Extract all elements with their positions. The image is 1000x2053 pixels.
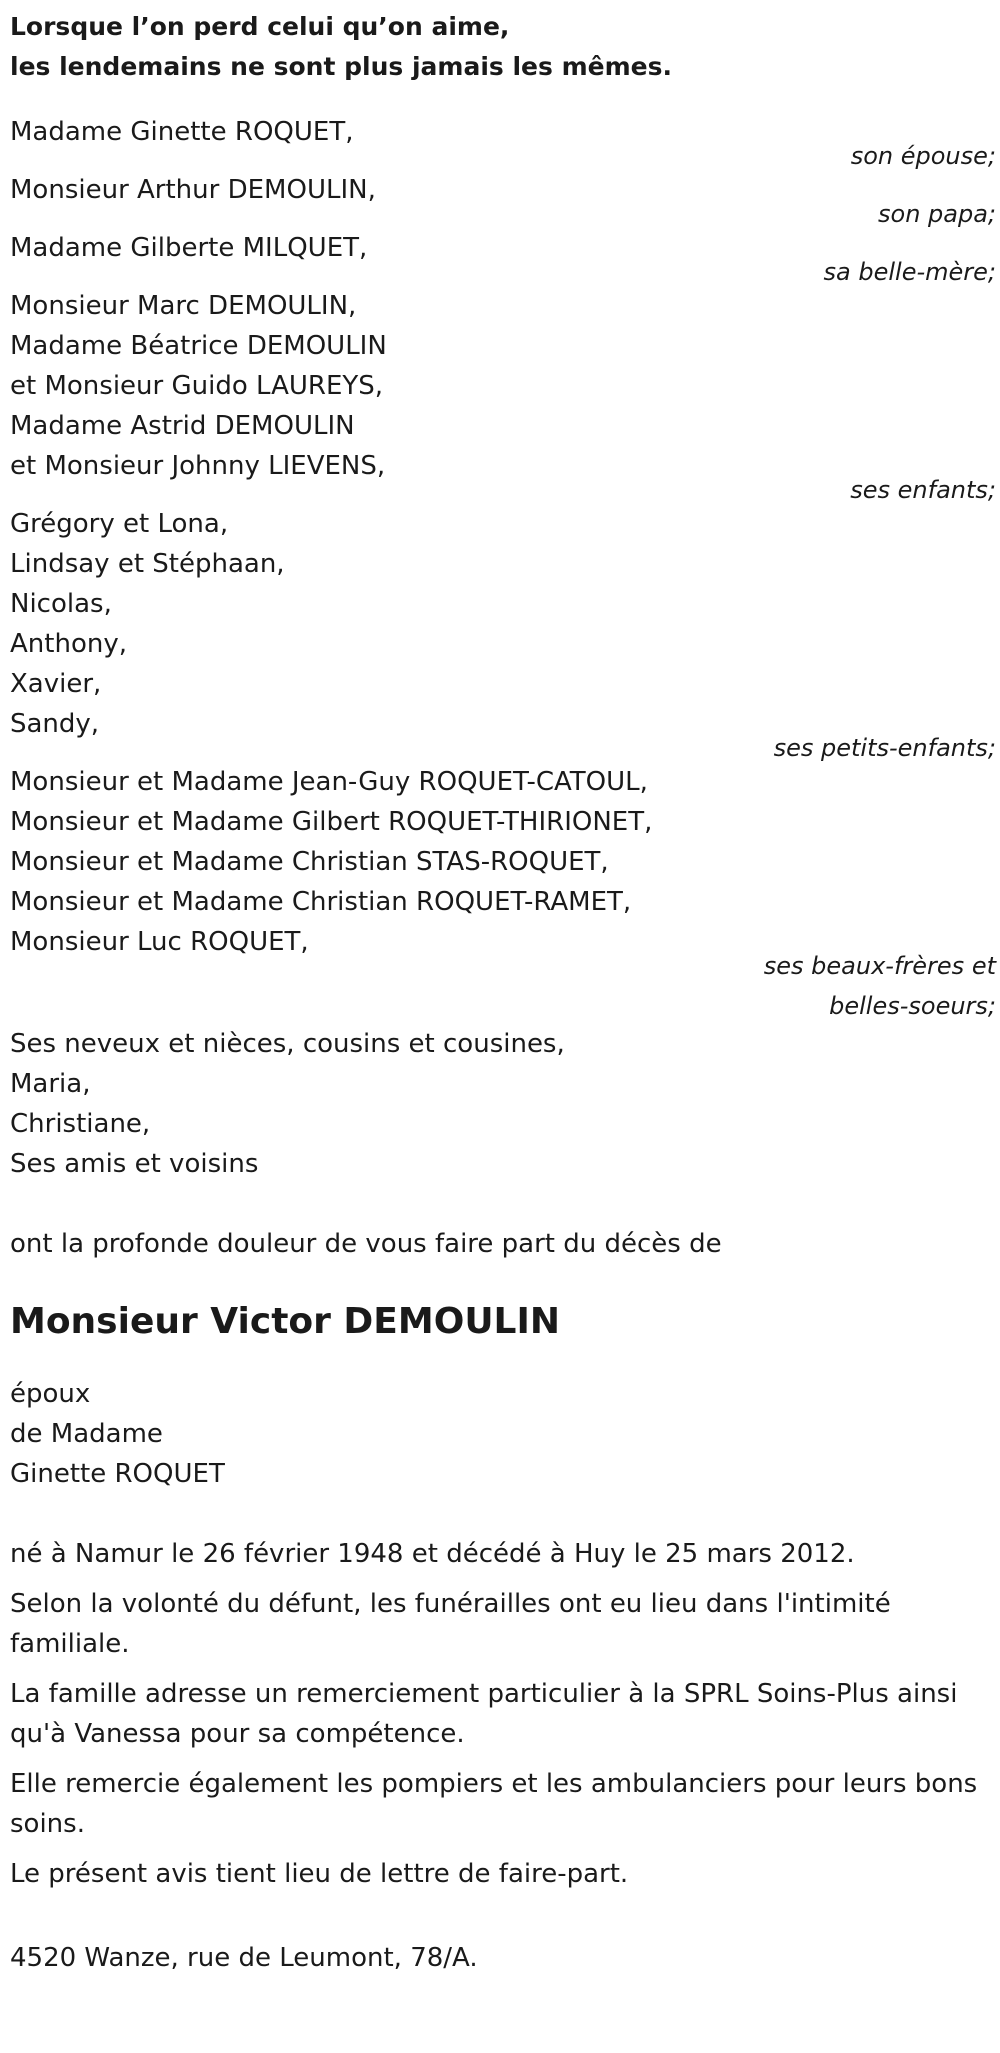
spouse-of-line: Ginette ROQUET: [10, 1459, 225, 1489]
family-role: belles-soeurs;: [829, 992, 996, 1020]
thanks-note: Elle remercie également les pompiers et les ambulanciers pour leurs bons soins.: [10, 1769, 978, 1839]
family-group-children: [10, 286, 998, 510]
funeral-note: Selon la volonté du défunt, les funérailles ont eu lieu dans l'intimité familiale.: [10, 1589, 891, 1659]
family-name: Nicolas,: [10, 589, 112, 619]
intro-quote: [10, 0, 990, 94]
family-name: Grégory et Lona,: [10, 509, 229, 539]
spouse-of-line: de Madame: [10, 1419, 163, 1449]
family-name: Monsieur Luc ROQUET,: [10, 927, 309, 957]
family-name: Madame Béatrice DEMOULIN: [10, 331, 387, 361]
intro-line: les lendemains ne sont plus jamais les mêmes.: [10, 52, 672, 81]
address: 4520 Wanze, rue de Leumont, 78/A.: [10, 1943, 478, 1973]
family-name: Maria,: [10, 1069, 91, 1099]
family-group-others: [10, 1024, 998, 1184]
family-name: Monsieur et Madame Gilbert ROQUET-THIRIONET,: [10, 807, 653, 837]
family-name: Anthony,: [10, 629, 127, 659]
family-role: son papa;: [878, 200, 996, 228]
family-name: Madame Gilberte MILQUET,: [10, 233, 368, 263]
family-name: et Monsieur Guido LAUREYS,: [10, 371, 384, 401]
birth-death-dates: né à Namur le 26 février 1948 et décédé à Huy le 25 mars 2012.: [10, 1539, 855, 1569]
thanks-note: La famille adresse un remerciement particulier à la SPRL Soins-Plus ainsi qu'à Vanessa pour sa compétence.: [10, 1679, 958, 1749]
family-name: Ses amis et voisins: [10, 1149, 259, 1179]
family-name: Lindsay et Stéphaan,: [10, 549, 285, 579]
family-name: Christiane,: [10, 1109, 151, 1139]
family-group-mother-in-law: [10, 228, 998, 292]
family-role: sa belle-mère;: [823, 258, 996, 286]
family-role: ses petits-enfants;: [773, 734, 996, 762]
spouse-of: [10, 1374, 990, 1494]
family-name: Xavier,: [10, 669, 102, 699]
family-name: Monsieur et Madame Christian STAS-ROQUET,: [10, 847, 609, 877]
family-name: Monsieur Marc DEMOULIN,: [10, 291, 357, 321]
family-role: ses beaux-frères et: [763, 952, 996, 980]
family-name: Monsieur et Madame Christian ROQUET-RAMET,: [10, 887, 632, 917]
family-role: ses enfants;: [850, 476, 996, 504]
family-name: Madame Ginette ROQUET,: [10, 117, 354, 147]
deceased-name: Monsieur Victor DEMOULIN: [10, 1301, 561, 1342]
family-name: Monsieur et Madame Jean-Guy ROQUET-CATOUL,: [10, 767, 648, 797]
notice-note: Le présent avis tient lieu de lettre de faire-part.: [10, 1859, 629, 1889]
family-name: Sandy,: [10, 709, 100, 739]
family-group-grandchildren: [10, 504, 998, 768]
family-group-in-laws: [10, 762, 998, 1026]
announcement: ont la profonde douleur de vous faire part du décès de: [10, 1229, 722, 1259]
family-role: son épouse;: [850, 142, 996, 170]
family-group-spouse: [10, 112, 998, 176]
family-name: Ses neveux et nièces, cousins et cousines,: [10, 1029, 565, 1059]
family-name: et Monsieur Johnny LIEVENS,: [10, 451, 386, 481]
family-group-father: [10, 170, 998, 234]
spouse-of-line: époux: [10, 1379, 91, 1409]
family-name: Monsieur Arthur DEMOULIN,: [10, 175, 376, 205]
intro-line: Lorsque l’on perd celui qu’on aime,: [10, 12, 510, 41]
family-name: Madame Astrid DEMOULIN: [10, 411, 355, 441]
